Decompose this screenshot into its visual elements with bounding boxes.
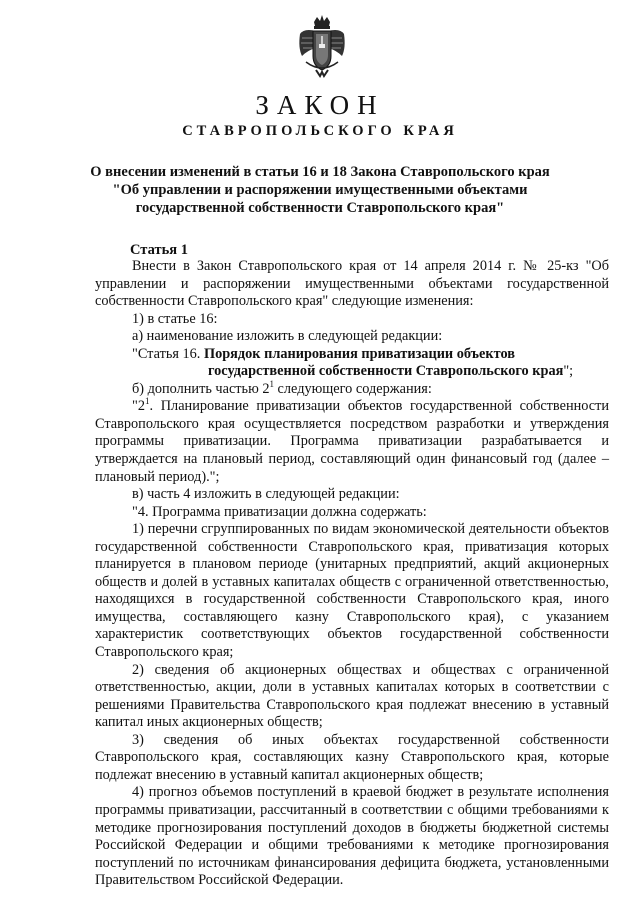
- article-body: [95, 258, 609, 890]
- article16-prefix: "Статья 16.: [132, 345, 204, 362]
- paragraph-article16-line1: [95, 346, 609, 364]
- paragraph-point4: 4) прогноз объемов поступлений в краевой бюджет в результате исполнения программы приватизации, рассчитанный в соответствии с общими требованиями к методике прогнозирования поступлений доходов в бюджеты бюджетной системы Российской Федерации и общими требованиями к методике прогнозирования поступлений по источникам финансирования дефицита бюджета, установленными Правительством Российской Федерации.: [95, 784, 609, 889]
- part21-text: . Планирование приватизации объектов государственной собственности Ставропольского края осуществляется посредством разработки и утверждения программы приватизации. Программа приватизации разрабатывается и утверждается на плановый период, составляющий один финансовый год (далее – плановый период).";: [95, 398, 609, 485]
- law-heading: [80, 163, 560, 217]
- paragraph-item-a: а) наименование изложить в следующей редакции:: [132, 328, 443, 345]
- article16-title-line2: государственной собственности Ставропольского края: [208, 363, 564, 380]
- law-subtitle: СТАВРОПОЛЬСКОГО КРАЯ: [182, 123, 458, 139]
- paragraph-point3: 3) сведения об иных объектах государственной собственности Ставропольского края, составляющих казну Ставропольского края, которые подлежат внесению в уставный капитал акционерных обществ;: [95, 731, 609, 783]
- item-b-prefix: б) дополнить частью 2: [132, 380, 270, 397]
- law-title: ЗАКОН: [255, 90, 385, 120]
- article-title: Статья 1: [130, 242, 188, 258]
- heading-line: государственной собственности Ставропольского края": [135, 200, 505, 216]
- paragraph-item-v: в) часть 4 изложить в следующей редакции:: [132, 486, 400, 503]
- heading-line: "Об управлении и распоряжении имущественными объектами: [112, 182, 528, 198]
- paragraph-item1: 1) в статье 16:: [132, 310, 218, 327]
- part21-superscript: 1: [145, 396, 150, 407]
- paragraph-point2: 2) сведения об акционерных обществах и обществах с ограниченной ответственностью, акции, доли в уставных капиталах которых в соответствии с решениями Правительства Ставропольского края подлежат внесению в уставный капитал иных акционерных обществ;: [95, 661, 609, 731]
- part21-prefix: "2: [132, 398, 145, 415]
- paragraph-item-b: [95, 378, 609, 399]
- paragraph-article16-line2: [95, 363, 609, 381]
- item-b-superscript: 1: [269, 378, 274, 389]
- item-b-suffix: следующего содержания:: [273, 380, 432, 397]
- paragraph-part21: [95, 398, 609, 486]
- article16-suffix: ";: [563, 363, 574, 380]
- heading-line: О внесении изменений в статьи 16 и 18 Закона Ставропольского края: [90, 164, 550, 180]
- paragraph-intro: Внести в Закон Ставропольского края от 14 апреля 2014 г. № 25-кз "Об управлении и распоряжении имущественными объектами государственной собственности Ставропольского края" следующие изменения:: [95, 258, 609, 310]
- article16-title-line1: Порядок планирования приватизации объектов: [203, 345, 515, 362]
- paragraph-point1: 1) перечни сгруппированных по видам экономической деятельности объектов государственной собственности Ставропольского края, приватизация которых планируется в плановом периоде (унитарных предприятий, акций акционерных обществ и долей в уставных капиталах обществ с ограниченной ответственностью, находящихся в государственной собственности Ставропольского края, иного имущества, составляющего казну Ставропольского края), с указанием характеристик соответствующих объектов государственной собственности Ставропольского края;: [95, 521, 609, 661]
- paragraph-part4-intro: "4. Программа приватизации должна содержать:: [132, 503, 427, 520]
- coat-of-arms-icon: [294, 14, 350, 80]
